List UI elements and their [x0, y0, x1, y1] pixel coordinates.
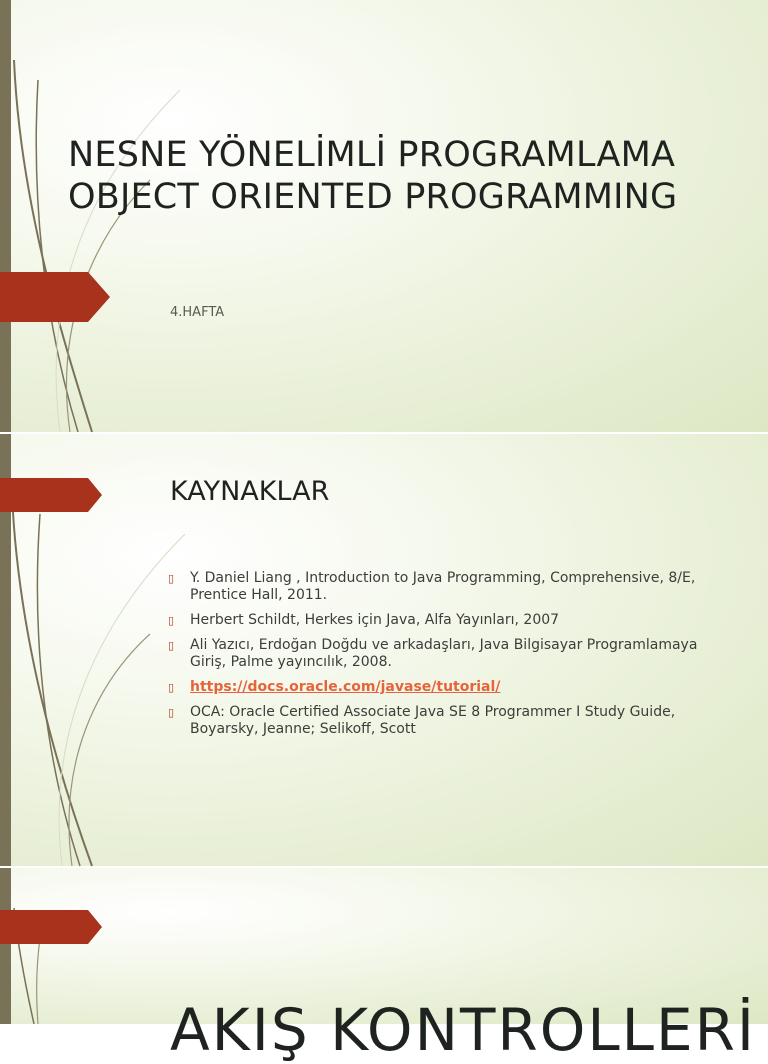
bullet-icon: ▯ — [168, 706, 175, 719]
accent-tag — [0, 272, 112, 322]
accent-tag — [0, 478, 104, 512]
reference-text: Ali Yazıcı, Erdoğan Doğdu ve arkadaşları, Java Bilgisayar Programlamaya Giriş, Palme yayıncılık, 2008. — [190, 637, 698, 670]
slide-subtitle: 4.HAFTA — [170, 305, 225, 320]
bullet-icon: ▯ — [168, 614, 175, 627]
reference-text: Herbert Schildt, Herkes için Java, Alfa Yayınları, 2007 — [190, 612, 560, 628]
title-line-2: OBJECT ORIENTED PROGRAMMING — [68, 177, 678, 217]
list-item — [168, 704, 728, 738]
references-list — [168, 570, 728, 746]
slide-title — [68, 134, 748, 218]
slide-3[interactable] — [0, 868, 768, 1064]
title-line-1: NESNE YÖNELİMLİ PROGRAMLAMA — [68, 135, 676, 175]
slide-1[interactable] — [0, 0, 768, 432]
bullet-icon: ▯ — [168, 681, 175, 694]
reference-text: OCA: Oracle Certified Associate Java SE 8 Programmer I Study Guide, Boyarsky, Jeanne; Selikoff, Scott — [190, 704, 676, 737]
list-item — [168, 679, 728, 696]
oracle-tutorial-link[interactable]: https://docs.oracle.com/javase/tutorial/ — [190, 679, 501, 695]
list-item — [168, 612, 728, 629]
slide-title: AKIŞ KONTROLLERİ — [170, 996, 757, 1064]
reference-text: Y. Daniel Liang , Introduction to Java Programming, Comprehensive, 8/E, Prentice Hall, 2011. — [190, 570, 696, 603]
bullet-icon: ▯ — [168, 572, 175, 585]
accent-tag — [0, 910, 104, 944]
list-item — [168, 637, 728, 671]
bullet-icon: ▯ — [168, 639, 175, 652]
list-item — [168, 570, 728, 604]
references-title: KAYNAKLAR — [170, 476, 330, 507]
